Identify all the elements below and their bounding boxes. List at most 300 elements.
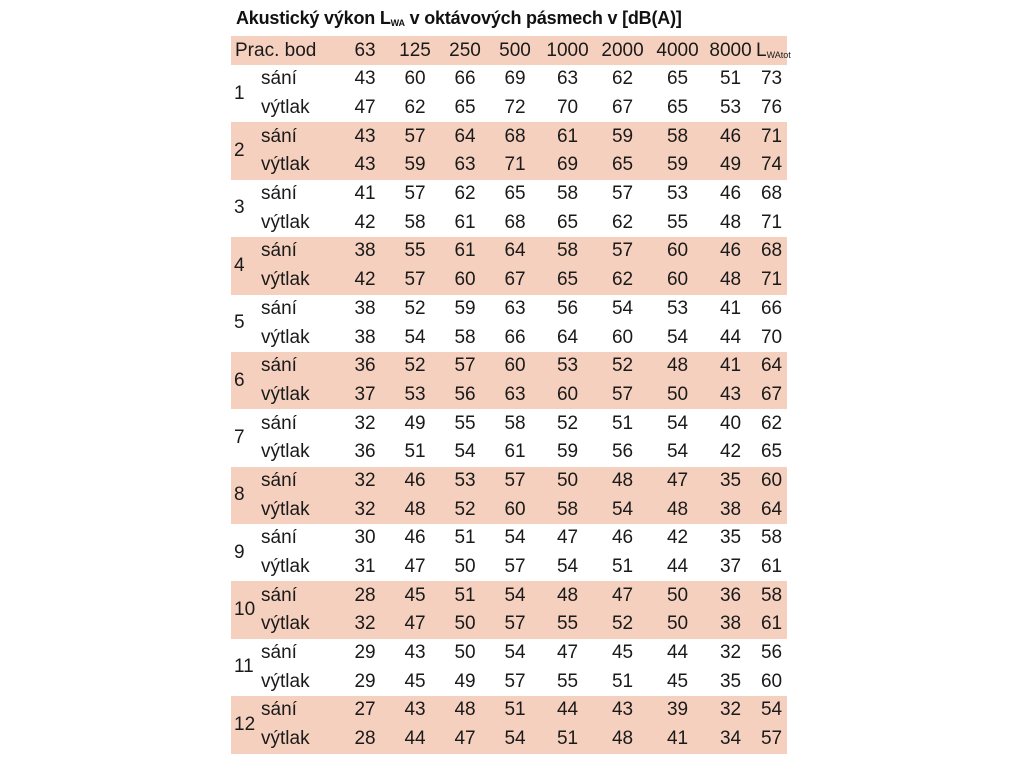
band-value-cell: 57 <box>595 237 650 266</box>
table-row <box>231 65 787 94</box>
band-value-cell: 32 <box>340 610 390 639</box>
mode-label: výtlak <box>261 266 340 295</box>
band-value-cell: 39 <box>650 696 705 725</box>
band-value-cell: 47 <box>595 581 650 610</box>
band-value-cell: 53 <box>440 467 490 496</box>
total-value-cell: 57 <box>756 725 787 754</box>
table-row <box>231 180 787 209</box>
table-header-row <box>231 36 787 65</box>
band-value-cell: 41 <box>719 297 742 319</box>
band-value-cell: 36 <box>705 581 756 610</box>
band-value-cell: 47 <box>390 610 440 639</box>
band-value-cell: 46 <box>611 527 634 549</box>
table-row <box>231 409 787 438</box>
band-value-cell: 51 <box>611 556 634 578</box>
band-value-cell: 55 <box>390 237 440 266</box>
band-value-cell: 65 <box>556 211 579 233</box>
band-value-cell: 62 <box>404 97 426 119</box>
band-value-cell: 51 <box>440 581 490 610</box>
band-value-cell: 52 <box>390 352 440 381</box>
band-value-cell: 63 <box>440 151 490 180</box>
band-value-cell: 64 <box>440 122 490 151</box>
operating-point-number: 10 <box>231 581 261 638</box>
table-row <box>231 323 787 352</box>
total-value-cell: 71 <box>756 122 787 151</box>
band-value-cell: 58 <box>454 326 476 348</box>
operating-point-number: 4 <box>231 237 261 294</box>
band-value-cell: 32 <box>340 495 390 524</box>
band-value-cell: 61 <box>504 441 526 463</box>
table-row <box>231 208 787 237</box>
band-value-cell: 48 <box>650 352 705 381</box>
band-value-cell: 60 <box>404 68 426 90</box>
band-value-cell: 42 <box>666 527 689 549</box>
mode-label: výtlak <box>261 151 340 180</box>
band-value-cell: 47 <box>556 527 579 549</box>
band-value-cell: 47 <box>556 642 579 664</box>
total-value-cell: 60 <box>756 467 787 496</box>
band-value-cell: 55 <box>666 211 689 233</box>
band-value-cell: 66 <box>504 326 526 348</box>
band-value-cell: 58 <box>540 237 595 266</box>
table-row <box>231 266 787 295</box>
band-value-cell: 46 <box>390 467 440 496</box>
band-value-cell: 54 <box>490 581 540 610</box>
band-value-cell: 56 <box>440 381 490 410</box>
band-value-cell: 51 <box>404 441 426 463</box>
band-value-cell: 58 <box>650 122 705 151</box>
table-row <box>231 495 787 524</box>
total-value-cell: 71 <box>756 266 787 295</box>
operating-point-group <box>231 352 787 409</box>
header-total: $L_{WAtot}$ <box>756 36 787 65</box>
band-value-cell: 41 <box>650 725 705 754</box>
total-value-cell: 73 <box>760 68 783 90</box>
band-value-cell: 32 <box>705 696 756 725</box>
mode-label: sání <box>261 352 340 381</box>
table-row <box>231 524 787 553</box>
band-value-cell: 57 <box>611 183 634 205</box>
mode-label: výtlak <box>261 670 310 692</box>
header-band: 1000 <box>540 36 595 65</box>
table-row <box>231 94 787 123</box>
mode-label: sání <box>261 237 340 266</box>
header-band: 8000 <box>705 36 756 65</box>
band-value-cell: 57 <box>440 352 490 381</box>
mode-label: sání <box>261 412 297 434</box>
band-value-cell: 42 <box>354 211 376 233</box>
band-value-cell: 54 <box>404 326 426 348</box>
band-value-cell: 58 <box>540 495 595 524</box>
band-value-cell: 67 <box>611 97 634 119</box>
band-value-cell: 57 <box>404 183 426 205</box>
total-value-cell: 74 <box>756 151 787 180</box>
total-value-cell: 60 <box>760 670 783 692</box>
band-value-cell: 56 <box>611 441 634 463</box>
total-value-cell: 64 <box>756 352 787 381</box>
mode-label: sání <box>261 527 297 549</box>
band-value-cell: 53 <box>390 381 440 410</box>
band-value-cell: 59 <box>454 297 476 319</box>
table-row <box>231 295 787 324</box>
band-value-cell: 65 <box>540 266 595 295</box>
band-value-cell: 31 <box>354 556 376 578</box>
band-value-cell: 54 <box>611 297 634 319</box>
band-value-cell: 52 <box>556 412 579 434</box>
mode-label: sání <box>261 467 340 496</box>
band-value-cell: 52 <box>404 297 426 319</box>
total-value-cell: 76 <box>760 97 783 119</box>
band-value-cell: 70 <box>556 97 579 119</box>
band-value-cell: 53 <box>719 97 742 119</box>
band-value-cell: 45 <box>611 642 634 664</box>
operating-point-group <box>231 524 787 581</box>
band-value-cell: 48 <box>705 266 756 295</box>
operating-point-number: 9 <box>234 541 245 563</box>
band-value-cell: 38 <box>705 610 756 639</box>
band-value-cell: 51 <box>611 670 634 692</box>
band-value-cell: 48 <box>650 495 705 524</box>
band-value-cell: 47 <box>354 97 376 119</box>
band-value-cell: 43 <box>595 696 650 725</box>
band-value-cell: 57 <box>390 266 440 295</box>
operating-point-number: 1 <box>234 82 245 104</box>
band-value-cell: 57 <box>490 467 540 496</box>
band-value-cell: 35 <box>719 670 742 692</box>
mode-label: výtlak <box>261 211 310 233</box>
band-value-cell: 60 <box>490 352 540 381</box>
band-value-cell: 44 <box>666 556 689 578</box>
total-value-cell: 64 <box>756 495 787 524</box>
band-value-cell: 47 <box>650 467 705 496</box>
band-value-cell: 38 <box>354 297 376 319</box>
table-row <box>231 122 787 151</box>
table-row <box>231 639 787 668</box>
band-value-cell: 57 <box>490 610 540 639</box>
mode-label: výtlak <box>261 441 310 463</box>
band-value-cell: 51 <box>454 527 476 549</box>
band-value-cell: 48 <box>390 495 440 524</box>
operating-point-group <box>231 467 787 524</box>
band-value-cell: 48 <box>595 725 650 754</box>
band-value-cell: 55 <box>556 670 579 692</box>
operating-point-group <box>231 237 787 294</box>
band-value-cell: 50 <box>650 381 705 410</box>
band-value-cell: 52 <box>595 610 650 639</box>
operating-point-group <box>231 122 787 179</box>
total-value-cell: 58 <box>760 527 783 549</box>
band-value-cell: 65 <box>666 68 689 90</box>
band-value-cell: 57 <box>595 381 650 410</box>
band-value-cell: 48 <box>595 467 650 496</box>
acoustic-power-table <box>231 36 791 754</box>
band-value-cell: 67 <box>490 266 540 295</box>
table-title: Akustický výkon $L_{WA}$ v oktávových pásmech v [dB(A)] <box>236 8 682 28</box>
mode-label: výtlak <box>261 556 310 578</box>
operating-point-number: 8 <box>231 467 261 524</box>
band-value-cell: 51 <box>490 696 540 725</box>
band-value-cell: 47 <box>404 556 426 578</box>
mode-label: výtlak <box>261 610 340 639</box>
band-value-cell: 63 <box>556 68 579 90</box>
band-value-cell: 63 <box>504 297 526 319</box>
band-value-cell: 64 <box>556 326 579 348</box>
band-value-cell: 65 <box>666 97 689 119</box>
band-value-cell: 58 <box>504 412 526 434</box>
band-value-cell: 59 <box>390 151 440 180</box>
band-value-cell: 62 <box>595 266 650 295</box>
table-row <box>231 438 787 467</box>
band-value-cell: 32 <box>340 467 390 496</box>
band-value-cell: 65 <box>454 97 476 119</box>
header-band: 63 <box>340 36 390 65</box>
band-value-cell: 49 <box>705 151 756 180</box>
mode-label: sání <box>261 122 340 151</box>
table-row <box>231 553 787 582</box>
band-value-cell: 52 <box>595 352 650 381</box>
band-value-cell: 61 <box>540 122 595 151</box>
band-value-cell: 46 <box>705 237 756 266</box>
band-value-cell: 51 <box>611 412 634 434</box>
band-value-cell: 69 <box>504 68 526 90</box>
band-value-cell: 46 <box>404 527 426 549</box>
band-value-cell: 28 <box>340 725 390 754</box>
table-row <box>231 696 787 725</box>
total-value-cell: 54 <box>756 696 787 725</box>
band-value-cell: 48 <box>719 211 742 233</box>
header-operating-point: Prac. bod <box>231 36 340 65</box>
mode-label: výtlak <box>261 381 340 410</box>
band-value-cell: 40 <box>719 412 742 434</box>
header-band: 2000 <box>595 36 650 65</box>
table-row <box>231 352 787 381</box>
header-band: 4000 <box>650 36 705 65</box>
band-value-cell: 54 <box>666 441 689 463</box>
band-value-cell: 57 <box>504 670 526 692</box>
band-value-cell: 49 <box>454 670 476 692</box>
band-value-cell: 50 <box>650 581 705 610</box>
operating-point-group <box>231 180 787 237</box>
band-value-cell: 50 <box>454 642 476 664</box>
band-value-cell: 62 <box>454 183 476 205</box>
band-value-cell: 54 <box>490 725 540 754</box>
mode-label: výtlak <box>261 725 340 754</box>
band-value-cell: 36 <box>354 441 376 463</box>
table-row <box>231 237 787 266</box>
band-value-cell: 50 <box>650 610 705 639</box>
band-value-cell: 38 <box>705 495 756 524</box>
band-value-cell: 68 <box>504 211 526 233</box>
band-value-cell: 52 <box>440 495 490 524</box>
band-value-cell: 60 <box>540 381 595 410</box>
band-value-cell: 44 <box>666 642 689 664</box>
band-value-cell: 69 <box>540 151 595 180</box>
total-value-cell: 68 <box>756 237 787 266</box>
band-value-cell: 32 <box>354 412 376 434</box>
title-subscript: WA <box>390 18 405 28</box>
table-row <box>231 151 787 180</box>
header-band: 125 <box>390 36 440 65</box>
mode-label: sání <box>261 183 297 205</box>
band-value-cell: 59 <box>650 151 705 180</box>
band-value-cell: 58 <box>556 183 579 205</box>
total-value-cell: 67 <box>756 381 787 410</box>
band-value-cell: 46 <box>719 183 742 205</box>
band-value-cell: 60 <box>611 326 634 348</box>
table-row <box>231 667 787 696</box>
band-value-cell: 65 <box>595 151 650 180</box>
band-value-cell: 60 <box>440 266 490 295</box>
operating-point-number: 11 <box>234 656 254 678</box>
band-value-cell: 45 <box>404 670 426 692</box>
band-value-cell: 48 <box>540 581 595 610</box>
band-value-cell: 71 <box>490 151 540 180</box>
header-band: 250 <box>440 36 490 65</box>
mode-label: sání <box>261 642 297 664</box>
mode-label: sání <box>261 68 297 90</box>
band-value-cell: 54 <box>454 441 476 463</box>
band-value-cell: 37 <box>340 381 390 410</box>
band-value-cell: 54 <box>595 495 650 524</box>
band-value-cell: 65 <box>504 183 526 205</box>
total-value-cell: 61 <box>760 556 783 578</box>
band-value-cell: 68 <box>490 122 540 151</box>
band-value-cell: 43 <box>705 381 756 410</box>
band-value-cell: 54 <box>666 326 689 348</box>
band-value-cell: 43 <box>340 151 390 180</box>
band-value-cell: 55 <box>454 412 476 434</box>
operating-point-group <box>231 581 787 638</box>
band-value-cell: 50 <box>440 610 490 639</box>
band-value-cell: 48 <box>440 696 490 725</box>
mode-label: sání <box>261 696 340 725</box>
mode-label: výtlak <box>261 495 340 524</box>
band-value-cell: 53 <box>666 183 689 205</box>
band-value-cell: 35 <box>719 527 742 549</box>
band-value-cell: 27 <box>340 696 390 725</box>
band-value-cell: 44 <box>540 696 595 725</box>
band-value-cell: 61 <box>440 237 490 266</box>
band-value-cell: 62 <box>611 211 634 233</box>
table-row <box>231 381 787 410</box>
total-value-cell: 62 <box>760 412 783 434</box>
total-value-cell: 70 <box>760 326 783 348</box>
band-value-cell: 54 <box>504 642 526 664</box>
total-value-cell: 66 <box>760 297 783 319</box>
band-value-cell: 57 <box>504 556 526 578</box>
band-value-cell: 30 <box>354 527 376 549</box>
band-value-cell: 51 <box>719 68 742 90</box>
band-value-cell: 60 <box>490 495 540 524</box>
operating-point-number: 7 <box>234 426 245 448</box>
total-value-cell: 65 <box>760 441 783 463</box>
band-value-cell: 44 <box>390 725 440 754</box>
operating-point-number: 2 <box>231 122 261 179</box>
mode-label: výtlak <box>261 97 310 119</box>
operating-point-group <box>231 639 787 696</box>
band-value-cell: 29 <box>354 670 376 692</box>
band-value-cell: 54 <box>504 527 526 549</box>
band-value-cell: 72 <box>504 97 526 119</box>
table-row <box>231 610 787 639</box>
total-value-cell: 71 <box>760 211 783 233</box>
band-value-cell: 42 <box>719 441 742 463</box>
band-value-cell: 63 <box>490 381 540 410</box>
band-value-cell: 43 <box>354 68 376 90</box>
total-value-cell: 58 <box>756 581 787 610</box>
band-value-cell: 56 <box>556 297 579 319</box>
band-value-cell: 37 <box>719 556 742 578</box>
band-value-cell: 38 <box>354 326 376 348</box>
total-value-cell: 61 <box>756 610 787 639</box>
band-value-cell: 54 <box>666 412 689 434</box>
band-value-cell: 50 <box>540 467 595 496</box>
band-value-cell: 35 <box>705 467 756 496</box>
operating-point-group <box>231 295 787 352</box>
band-value-cell: 51 <box>540 725 595 754</box>
band-value-cell: 55 <box>540 610 595 639</box>
band-value-cell: 28 <box>340 581 390 610</box>
mode-label: sání <box>261 297 297 319</box>
operating-point-number: 12 <box>231 696 261 753</box>
band-value-cell: 57 <box>390 122 440 151</box>
band-value-cell: 38 <box>340 237 390 266</box>
band-value-cell: 64 <box>490 237 540 266</box>
band-value-cell: 58 <box>404 211 426 233</box>
table-row <box>231 467 787 496</box>
header-band: 500 <box>490 36 540 65</box>
operating-point-group <box>231 696 787 753</box>
band-value-cell: 53 <box>666 297 689 319</box>
band-value-cell: 44 <box>719 326 742 348</box>
operating-point-number: 5 <box>234 312 245 334</box>
band-value-cell: 66 <box>454 68 476 90</box>
operating-point-group <box>231 409 787 466</box>
band-value-cell: 32 <box>719 642 742 664</box>
band-value-cell: 54 <box>556 556 579 578</box>
band-value-cell: 53 <box>540 352 595 381</box>
operating-point-number: 6 <box>231 352 261 409</box>
table-row <box>231 725 787 754</box>
band-value-cell: 60 <box>650 237 705 266</box>
band-value-cell: 43 <box>390 696 440 725</box>
mode-label: výtlak <box>261 326 310 348</box>
band-value-cell: 34 <box>705 725 756 754</box>
band-value-cell: 41 <box>354 183 376 205</box>
band-value-cell: 46 <box>705 122 756 151</box>
mode-label: sání <box>261 581 340 610</box>
operating-point-number: 3 <box>234 197 245 219</box>
total-value-cell: 56 <box>760 642 783 664</box>
operating-point-group <box>231 65 787 122</box>
band-value-cell: 29 <box>354 642 376 664</box>
band-value-cell: 45 <box>666 670 689 692</box>
band-value-cell: 47 <box>440 725 490 754</box>
band-value-cell: 45 <box>390 581 440 610</box>
band-value-cell: 43 <box>340 122 390 151</box>
band-value-cell: 59 <box>595 122 650 151</box>
table-row <box>231 581 787 610</box>
band-value-cell: 62 <box>611 68 634 90</box>
band-value-cell: 49 <box>404 412 426 434</box>
band-value-cell: 42 <box>340 266 390 295</box>
band-value-cell: 41 <box>705 352 756 381</box>
band-value-cell: 61 <box>454 211 476 233</box>
band-value-cell: 43 <box>404 642 426 664</box>
band-value-cell: 59 <box>556 441 579 463</box>
band-value-cell: 36 <box>340 352 390 381</box>
band-value-cell: 50 <box>454 556 476 578</box>
